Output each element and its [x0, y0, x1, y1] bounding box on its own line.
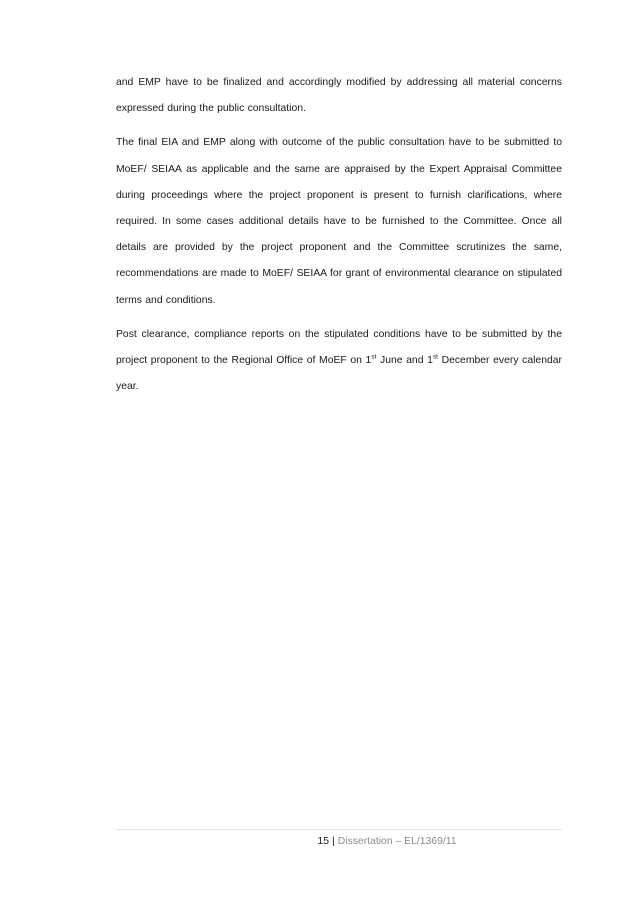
- footer-separator: |: [332, 836, 335, 847]
- paragraph-3-part-c: December every calendar year.: [116, 355, 562, 393]
- paragraph-3-part-b: June and 1: [376, 355, 433, 367]
- paragraph-3-part-a: Post clearance, compliance reports on the stipulated conditions have to be submitted by the project proponent to the Regional Office of MoEF on 1: [116, 328, 562, 367]
- body-text: [116, 70, 562, 408]
- paragraph-1: and EMP have to be finalized and accordingly modified by addressing all material concerns expressed during the public consultation.: [116, 77, 562, 115]
- paragraph-3: [116, 322, 562, 401]
- ordinal-suffix: st: [371, 353, 377, 361]
- paragraph-2: The final EIA and EMP along with outcome of the public consultation have to be submitted to MoEF/ SEIAA as applicable and the same are appraised by the Expert Appraisal Committee during proceedings where the project proponent is present to furnish clarifications, where required. In some cases additional details have to be furnished to the Committee. Once all details are provided by the project proponent and the Committee scrutinizes the same, recommendations are made to MoEF/ SEIAA for grant of environmental clearance on stipulated terms and conditions.: [116, 137, 562, 306]
- page-number: 15: [317, 836, 330, 847]
- footer-title: Dissertation – EL/1369/11: [337, 836, 457, 847]
- ordinal-suffix: st: [432, 353, 438, 361]
- page-footer: [116, 835, 562, 849]
- footer-divider: [116, 829, 562, 830]
